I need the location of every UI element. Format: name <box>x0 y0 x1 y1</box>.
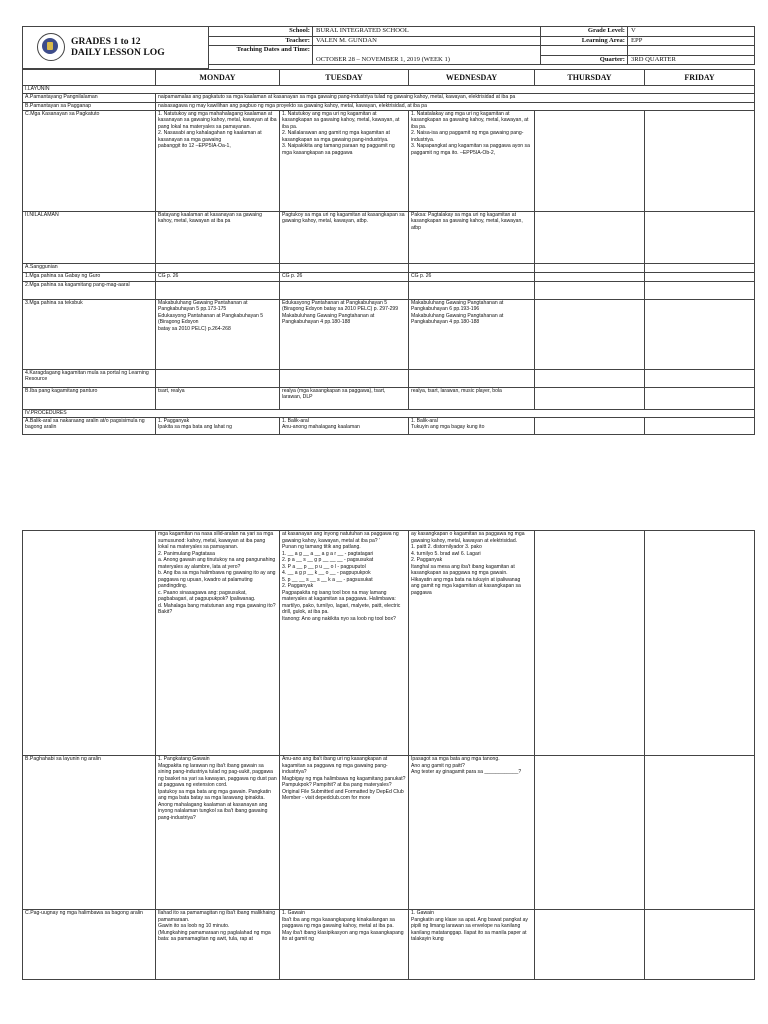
pagganyak-monday: mga kagamitan na nasa silid-aralan na yari sa mga sumusunod: kahoy, metal, kawayan at iba pang lokal na materyales sa pamayanan. 2. Panimulang Pagtatasa a. Anong gawain ang tinutukoy na ang pangunahing materyales ay alambre, lata at yero? b. Ang iba sa mga halimbawa ng gawaing ito ay ang paggawa ng upuan, kwadro at palamuting pandingding. c. Paano sinasagawa ang: pagsusukat, pagbabagari, at pagpupukpok? Ipaliwanag. d. Mahalaga bang matutunan ang mga gawaing ito? Bakit? <box>156 531 280 756</box>
balik-aral-wednesday: 1. Balik-aral Tukuyin ang mga bagay kung ito <box>409 417 535 434</box>
balik-aral-monday: 1. Pagganyak Ipakita sa mga bata ang lahat ng <box>156 417 280 434</box>
grade-label: Grade Level: <box>541 27 628 37</box>
paghahabi-monday: 1. Pangkatang Gawain Magpakita ng larawan ng iba't ibang gawain sa sining pang-industriya tulad ng pag-uukit, paggawa ng basket na yari sa kawayan, paggawa ng dust pan at paggawa ng extension cord. Ipatukoy sa mga bata ang mga gawain. Pangkatin ang mga bata batay sa mga larawang ipinakita. Anong mahalagang kaalaman at kasanayan ang inyong nalalaman tungkol sa iba't ibang gawaing pang-industriya? <box>156 756 280 910</box>
header-table <box>22 26 755 69</box>
pagganap-text: naisasagawa ng may kawilihan ang pagbuo ng mga proyekto sa gawaing kahoy, metal, kawayan, elektrisidad, at iba pa <box>156 102 755 110</box>
nilalaman-monday: Batayang kaalaman at kasanayan sa gawaing kahoy, metal, kawayan at iba pa <box>156 211 280 263</box>
paghahabi-label: B.Paghahabi sa layunin ng aralin <box>23 756 156 910</box>
quarter-label: Quarter: <box>541 55 628 65</box>
guro-tuesday: CG p. 26 <box>280 272 409 281</box>
dates-label: Teaching Dates and Time: <box>209 46 313 65</box>
kasanayan-wednesday: 1. Natatalakay ang mga uri ng kagamitan at kasangkapan sa gawaing kahoy, metal, kawayan, at iba pa. 2. Naisa-isa ang paggamit ng mga gawaing pang-industriya. 3. Napapangkat ang kagamitan sa paggawa ayon sa paggamit ng mga ito. –EPP5IA-Ob-2, <box>409 110 535 211</box>
dates-value: OCTOBER 28 – NOVEMBER 1, 2019 (WEEK 1) <box>313 46 541 65</box>
day-friday: FRIDAY <box>645 69 755 85</box>
day-wednesday: WEDNESDAY <box>409 69 535 85</box>
teacher-value: VALEN M. GUNDAN <box>313 36 541 46</box>
teksbuk-label: 3.Mga pahina sa teksbuk <box>23 299 156 369</box>
iba-label: B.Iba pang kagamitang panturo <box>23 387 156 409</box>
lesson-log-page-1 <box>22 26 754 435</box>
title-block <box>23 27 209 69</box>
guro-label: 1.Mga pahina sa Gabay ng Guro <box>23 272 156 281</box>
karagdagang-label: 4.Karagdagang kagamitan mula sa portal ng Learning Resource <box>23 369 156 387</box>
balik-aral-tuesday: 1. Balik-aral Anu-anong mahalagang kaalaman <box>280 417 409 434</box>
area-label: Learning Area: <box>541 36 628 46</box>
iba-monday: tsart, realya <box>156 387 280 409</box>
kasanayan-monday: 1. Natutukoy ang mga mahahalagang kaalaman at kasanayan sa gawaing kahoy, metal, kawayan at iba pang lokal na materyales sa pamayanan. 2. Nasasabi ang kahalagahan ng kaalaman at kasanayan sa mga gawaing pabanggit ito 12 –EPP5IA-Oa-1, <box>156 110 280 211</box>
grade-value: V <box>628 27 755 37</box>
teksbuk-wednesday: Makabuluhang Gawaing Pangtahanan at Pangkabuhayan 6 pp.193-196 Makabuluhang Gawaing Pangtahanan at Pangkabuhayan 4 pp.180-188 <box>409 299 535 369</box>
pamantayang-text: naipamamalas ang pagkatuto sa mga kaalaman at kasanayan sa mga gawaing pang-industriya tulad ng gawaing kahoy, metal, kawayan, elektrisidad at iba pa <box>156 93 755 102</box>
title-line-1: GRADES 1 to 12 <box>71 36 141 48</box>
teksbuk-monday: Makabuluhang Gawaing Pantahanan at Pangkabuhayan 5 pp.173-175 Edukasyong Pantahanan at Pangkabuhayan 5 (Biragong Edsyon batay sa 2010 PELC) p.264-268 <box>156 299 280 369</box>
kasanayan-label: C.Mga Kasanayan sa Pagkatuto <box>23 110 156 211</box>
paguugnay-wednesday: 1. Gawain Pangkatin ang klase sa apat. Ang bawat pangkat ay pipili ng limang larawan sa envelope na kanilang kanilang matatanggap. Ilapat ito sa manila paper at talakayin kung <box>409 910 535 980</box>
layunin-heading: I.LAYUNIN <box>23 85 755 93</box>
guro-monday: CG p. 26 <box>156 272 280 281</box>
pagganap-label: B.Pamantayan sa Pagganap <box>23 102 156 110</box>
teacher-label: Teacher: <box>209 36 313 46</box>
pagganyak-tuesday: at kasanayan ang inyong natutuhan sa paggawa ng gawaing kahoy, kawayan, metal at iba pa? ' Punan ng tamang titik ang patlang. 1. __ a g __ a __ a g a r __ - pagtatagari 2. p a __ s __ g p __ __ __ - pagsusukat 3. P a __ p __ p u __ o l - pagpuputol 4. __ a g p __ k __ o __ - pagpupukpok 5. p __ __ s __ s __ k a __ - pagsusukat 2. Pagganyak Pagpapakita ng isang tool box na may lamang materyales at kagamitan sa paggawa. Halimbawa: martilyo, pako, turnilyo, lagari, malyete, paitt, electric drill, gulok, at iba pa. Itanong: Ano ang nakikita nyo sa loob ng tool box? <box>280 531 409 756</box>
quarter-value: 3RD QUARTER <box>628 55 755 65</box>
day-thursday: THURSDAY <box>535 69 645 85</box>
nilalaman-wednesday: Paksa: Pagtalakay sa mga uri ng kagamitan at kasangkapan sa gawaing kahoy, metal, kawayan, atbp <box>409 211 535 263</box>
sanggunian-label: A.Sanggunian <box>23 263 156 272</box>
title-line-2: DAILY LESSON LOG <box>71 47 165 59</box>
kagamitang-label: 2.Mga pahina sa kagamitang pang-mag-aaral <box>23 281 156 299</box>
pagganyak-wednesday: ay kasangkapan o kagamitan sa paggawa ng mga gawaing kahoy, metal, kawayan at elektrisidad. 1. paitt 2. distornilyador 3. pako 4. turnilyo 5. brad awl 6. Lagari 2. Pagganyak Itanghal sa mesa ang iba't ibang kagamitan at kasangkapan sa paggawa ng mga gawain. Hikayatin ang mga bata na tukuyin at ipaliwanag ang gamit ng mga kagamitan at kasangkapan sa paggawa <box>409 531 535 756</box>
school-label: School: <box>209 27 313 37</box>
iba-tuesday: realya (mga kasangkapan sa paggawa), tsart, larawan, DLP <box>280 387 409 409</box>
kasanayan-tuesday: 1. Natutukoy ang mga uri ng kagamitan at kasangkapan sa gawaing kahoy, metal, kawayan, at iba pa. 2. Nailalarawan ang gamit ng mga kagamitan at kasangkapan sa mga gawaing pang-industriya. 3. Naipakikita ang tamang paraan ng paggamit ng mga kasangkapan sa paggawa <box>280 110 409 211</box>
nilalaman-label: II.NILALAMAN <box>23 211 156 263</box>
deped-seal-icon <box>37 33 65 61</box>
paghahabi-wednesday: Ipasagot sa mga bata ang mga tanong. Ano ang gamit ng paitt? Ang tester ay ginagamit para sa ____________? <box>409 756 535 910</box>
lesson-table-2 <box>22 530 755 980</box>
lesson-table-1 <box>22 69 755 435</box>
paguugnay-tuesday: 1. Gawain Iba't iba ang mga kasangkapang kinakailangan sa paggawa ng mga gawaing kahoy, metal at iba pa. May iba't ibang klasipikasyon ang mga kasangkapang ito at gamit ng <box>280 910 409 980</box>
nilalaman-tuesday: Pagtukoy sa mga uri ng kagamitan at kasangkapan sa gawaing kahoy, metal, kawayan, atbp. <box>280 211 409 263</box>
day-tuesday: TUESDAY <box>280 69 409 85</box>
lesson-log-page-2 <box>22 530 754 980</box>
day-header-row <box>23 69 755 85</box>
day-monday: MONDAY <box>156 69 280 85</box>
paguugnay-monday: Ilahad ito sa pamamagitan ng iba't ibang malikhaing pamamaraan. Gawin ito sa loob ng 10 minuto. (Mungkahing pamamaraan ng paglalahad ng mga bata: sa pamamagitan ng awit, tula, rap at <box>156 910 280 980</box>
iba-wednesday: realya, tsart, larawan, music player, bola <box>409 387 535 409</box>
balik-aral-label: A.Balik-aral sa nakaraang aralin at/o pagsisimula ng bagong aralin <box>23 417 156 434</box>
teksbuk-tuesday: Edukasyong Pantahanan at Pangkabuhayan 5 (Biragong Edsyon batay sa 2010 PELC) p. 297-299 Makabuluhang Gawaing Pangtahanan at Pangkabuhayan 4 pp.180-188 <box>280 299 409 369</box>
guro-wednesday: CG p. 26 <box>409 272 535 281</box>
school-value: BURAL INTEGRATED SCHOOL <box>313 27 541 37</box>
paguugnay-label: C.Pag-uugnay ng mga halimbawa sa bagong aralin <box>23 910 156 980</box>
area-value: EPP <box>628 36 755 46</box>
paghahabi-tuesday: Anu-ano ang iba't ibang uri ng kasangkapan at kagamitan sa paggawa ng mga gawaing pang-industriya? Magbigay ng mga halimbawa ng kagamitang panukat? Pampukpok? Pampihit? at iba pang materyales? Original File Submitted and Formatted by DepEd Club Member - visit depedclub.com for more <box>280 756 409 910</box>
pamantayang-label: A.Pamantayang Pangnilalaman <box>23 93 156 102</box>
procedures-heading: IV.PROCEDURES <box>23 409 755 417</box>
